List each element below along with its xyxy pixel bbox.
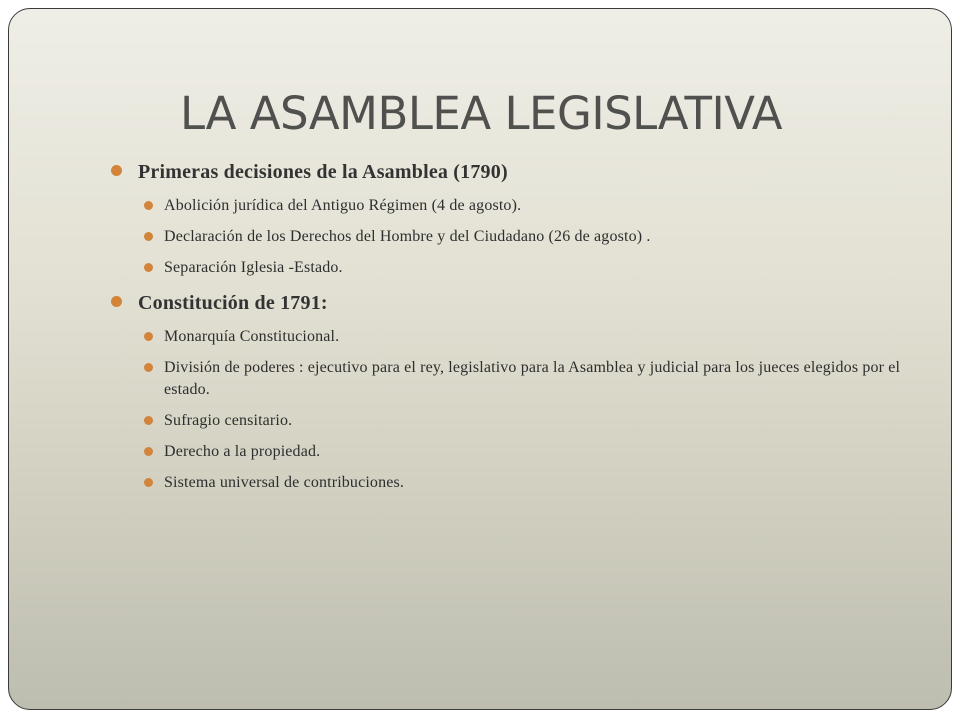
bullet-icon — [144, 447, 153, 456]
slide-content — [9, 159, 952, 503]
bullet-icon — [144, 232, 153, 241]
bullet-icon — [144, 478, 153, 487]
list-item-text: Separación Iglesia -Estado. — [164, 259, 343, 276]
bullet-icon — [111, 165, 122, 176]
list-item — [164, 195, 909, 217]
list-item — [164, 472, 909, 494]
bullet-icon — [144, 416, 153, 425]
bullet-icon — [144, 201, 153, 210]
list-item — [164, 357, 909, 401]
list-item — [164, 326, 909, 348]
list-item — [164, 410, 909, 432]
list-item-text: Abolición jurídica del Antiguo Régimen (4 de agosto). — [164, 197, 522, 214]
section-heading — [138, 290, 952, 316]
bullet-icon — [144, 263, 153, 272]
section-primeras-decisiones — [9, 159, 952, 279]
section-heading — [138, 159, 952, 185]
list-item — [164, 257, 909, 279]
list-item-text: Sufragio censitario. — [164, 412, 293, 429]
bullet-list — [9, 195, 952, 279]
list-item — [164, 226, 909, 248]
bullet-icon — [144, 363, 153, 372]
list-item-text: División de poderes : ejecutivo para el rey, legislativo para la Asamblea y judicial para los jueces elegidos por el estado. — [164, 359, 901, 398]
section-constitucion-1791 — [9, 290, 952, 494]
list-item-text: Declaración de los Derechos del Hombre y del Ciudadano (26 de agosto) . — [164, 228, 651, 245]
section-heading-text: Constitución de 1791: — [138, 292, 328, 314]
slide-title: LA ASAMBLEA LEGISLATIVA — [180, 87, 782, 140]
list-item-text: Derecho a la propiedad. — [164, 443, 321, 460]
bullet-list — [9, 326, 952, 494]
slide — [8, 8, 952, 710]
bullet-icon — [111, 296, 122, 307]
section-heading-text: Primeras decisiones de la Asamblea (1790) — [138, 161, 508, 183]
list-item — [164, 441, 909, 463]
list-item-text: Sistema universal de contribuciones. — [164, 474, 405, 491]
bullet-icon — [144, 332, 153, 341]
list-item-text: Monarquía Constitucional. — [164, 328, 340, 345]
